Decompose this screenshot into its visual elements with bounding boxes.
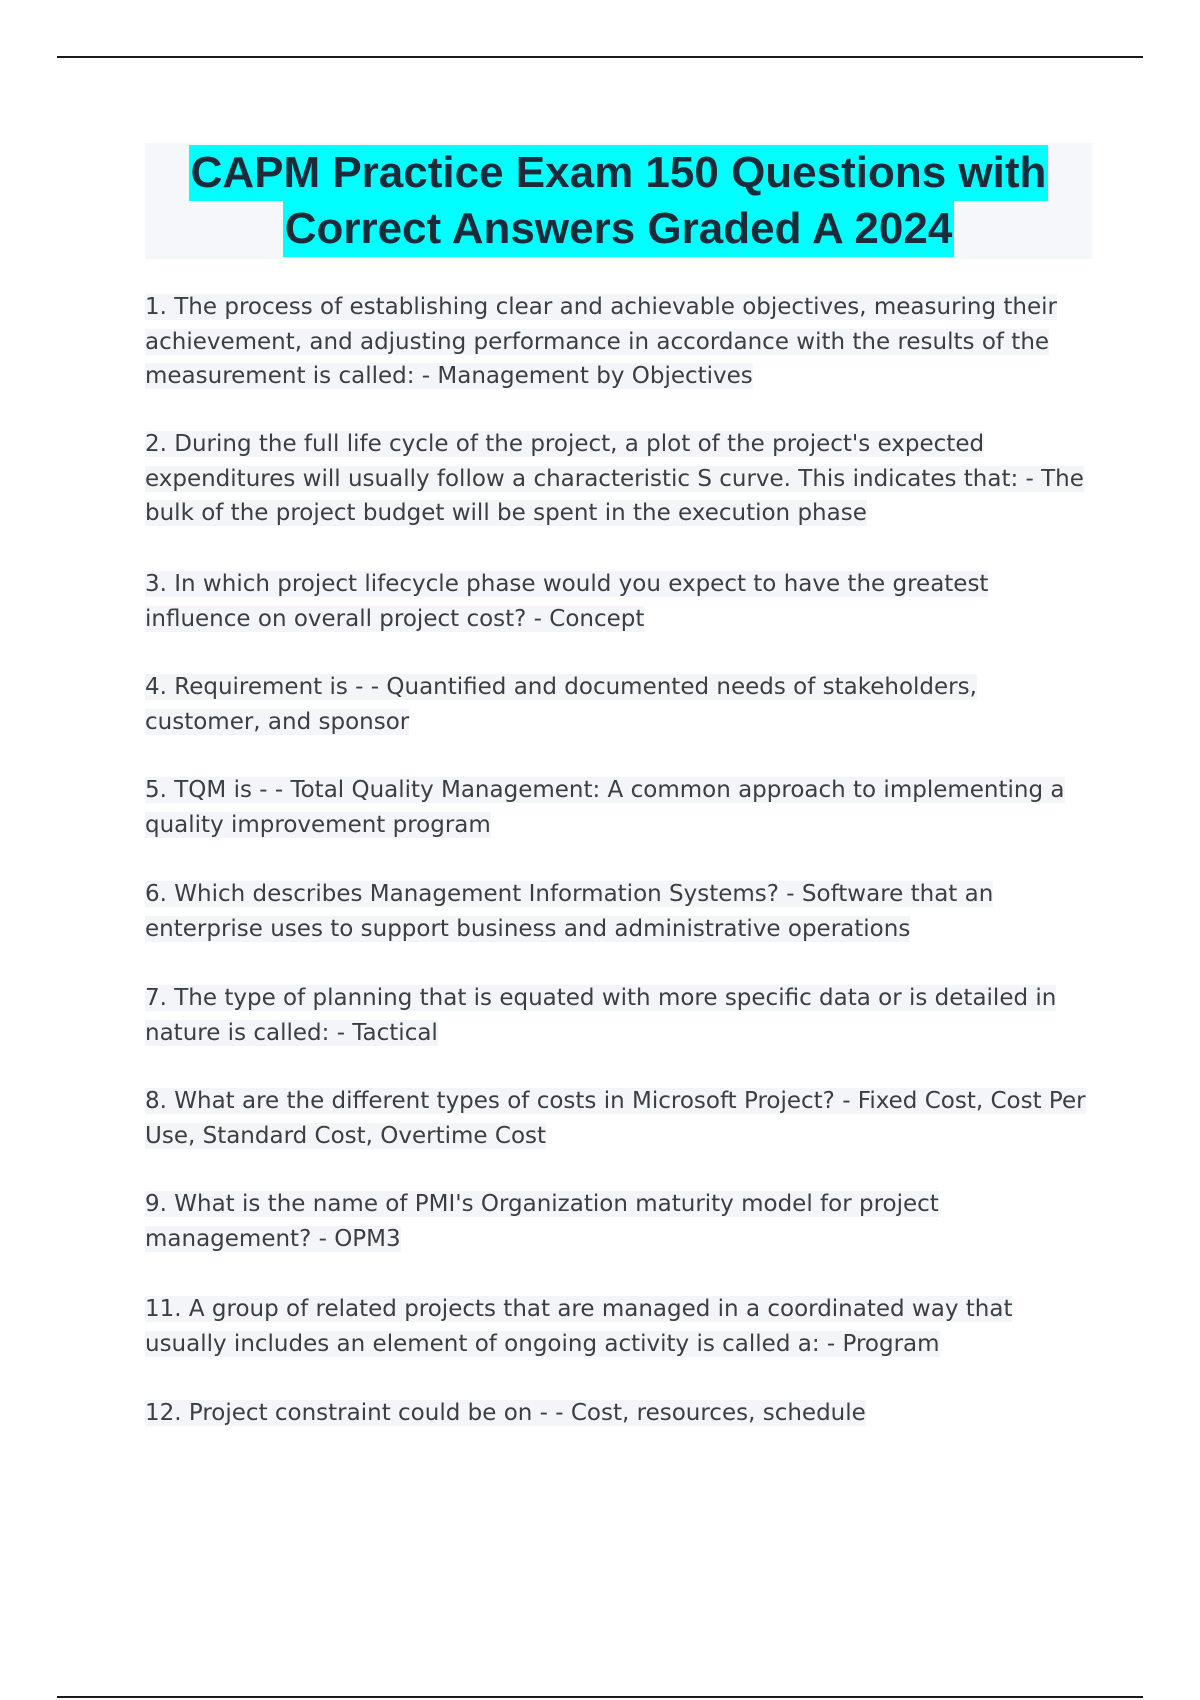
question-item [145,427,1095,531]
top-rule [57,56,1143,58]
question-text: 11. A group of related projects that are managed in a coordinated way that usually includes an element of ongoing activity is called a: - Program [145,1296,1013,1357]
question-item [145,1292,1095,1361]
title-line-1: CAPM Practice Exam 150 Questions with [189,145,1049,201]
bottom-rule [57,1696,1143,1698]
question-item [145,1084,1095,1153]
question-item [145,773,1095,842]
question-text: 2. During the full life cycle of the project, a plot of the project's expected expenditures will usually follow a characteristic S curve. This indicates that: - The bulk of the project budget will be spent in the execution phase [145,431,1084,526]
question-item [145,877,1095,946]
question-text: 5. TQM is - - Total Quality Management: A common approach to implementing a quality improvement program [145,777,1065,838]
question-text: 3. In which project lifecycle phase would you expect to have the greatest influence on overall project cost? - Concept [145,571,989,632]
question-item [145,567,1095,636]
question-text: 4. Requirement is - - Quantified and documented needs of stakeholders, customer, and sponsor [145,674,977,735]
question-item [145,670,1095,739]
question-text: 1. The process of establishing clear and achievable objectives, measuring their achievement, and adjusting performance in accordance with the results of the measurement is called: - Management by Objectives [145,294,1057,389]
question-item [145,1187,1095,1256]
question-text: 7. The type of planning that is equated with more specific data or is detailed in nature is called: - Tactical [145,985,1057,1046]
question-text: 8. What are the different types of costs in Microsoft Project? - Fixed Cost, Cost Per Use, Standard Cost, Overtime Cost [145,1088,1086,1149]
question-item [145,290,1095,394]
question-text: 12. Project constraint could be on - - Cost, resources, schedule [145,1400,866,1426]
question-text: 6. Which describes Management Information Systems? - Software that an enterprise uses to support business and administrative operations [145,881,994,942]
question-item [145,1396,1095,1431]
question-item [145,981,1095,1050]
document-title [145,143,1092,259]
question-text: 9. What is the name of PMI's Organization maturity model for project management? - OPM3 [145,1191,939,1252]
title-line-2: Correct Answers Graded A 2024 [283,201,955,257]
